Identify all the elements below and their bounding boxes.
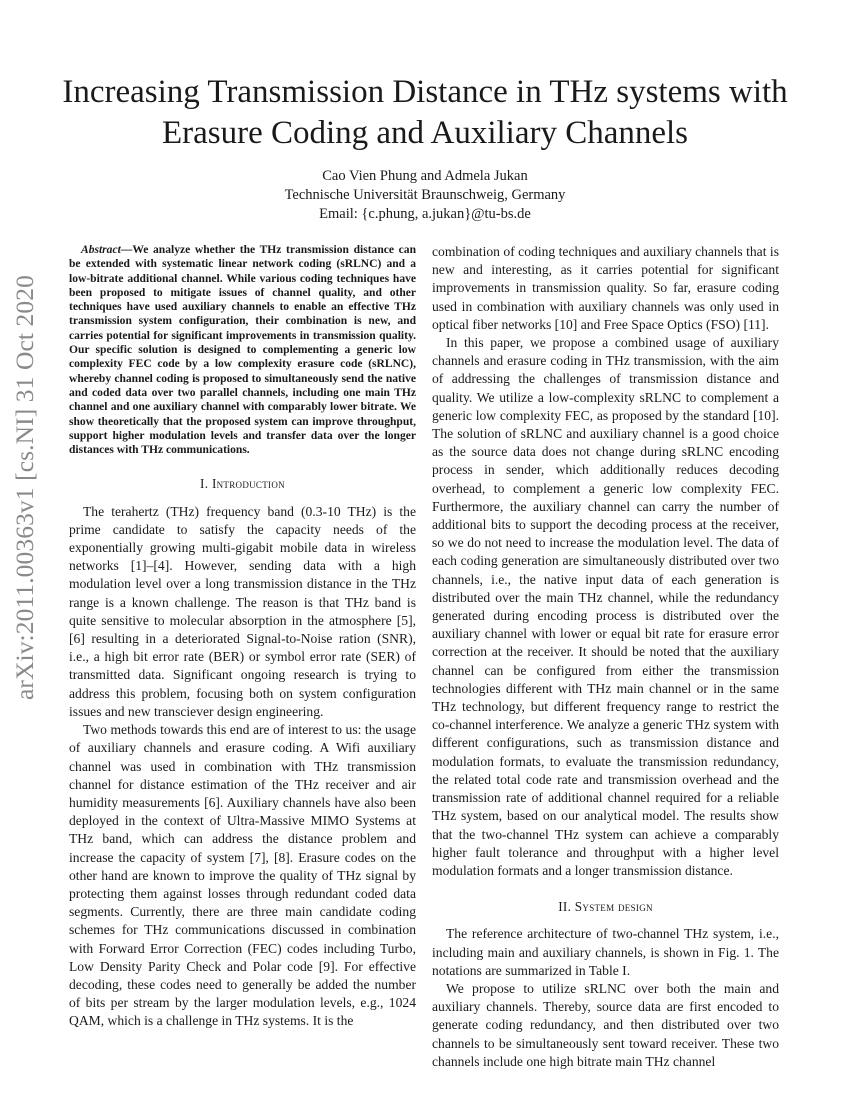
- paragraph: We propose to utilize sRLNC over both the main and auxiliary channels. Thereby, source data are first encoded to generate coding redundancy, and then distributed over two channels to be simultaneously sent toward receiver. These two channels include one high bitrate main THz channel: [432, 980, 779, 1069]
- section-title: System design: [574, 899, 653, 915]
- section-heading-introduction: [69, 475, 416, 493]
- abstract: [69, 243, 416, 457]
- paper-title: Increasing Transmission Distance in THz systems with Erasure Coding and Auxiliary Channels: [62, 74, 788, 151]
- right-column: [432, 243, 779, 1071]
- paragraph: In this paper, we propose a combined usage of auxiliary channels and erasure coding in THz transmission, with the aim of addressing the challenges of transmission distance and quality. We utilize a low-complexity sRLNC to complement a generic low complexity FEC, as proposed by the standard [10]. The solution of sRLNC and auxiliary channel is a good choice as the source data does not change during sRLNC encoding process in sender, which additionally reduces decoding overhead, to complement a generic low complexity FEC. Furthermore, the auxiliary channel can carry the number of additional bits to support the decoding process at the receiver, so we do not need to increase the modulation level. The data of each coding generation are simultaneously distributed over two channels, i.e., the native input data of each generation is distributed over the main THz channel, while the redundancy generated during encoding process is distributed over the auxiliary channel with lower or equal bit rate for erasure error correction at the receiver. It should be noted that the auxiliary channel can be configured from either the transmission technologies different with THz main channel or in the same THz technology, but different frequency range to restrict the co-channel interference. We analyze a generic THz system with different configurations, such as transmission distance and modulation formats, to evaluate the transmission redundancy, the related total code rate and transmission overhead and the transmission rate of additional channel required for a reliable THz system, based on our analytical model. The results show that the two-channel THz system can achieve a comparably higher fault tolerance and throughput with a higher level modulation formats and a longer transmission distance.: [432, 335, 779, 878]
- section-heading-system-design: [432, 898, 779, 916]
- email: Email: {c.phung, a.jukan}@tu-bs.de: [319, 206, 531, 222]
- abstract-label: Abstract: [81, 244, 121, 256]
- arxiv-identifier: arXiv:2011.00363v1 [cs.NI] 31 Oct 2020: [10, 275, 39, 700]
- author-block: [60, 167, 790, 224]
- section-numeral: I.: [200, 476, 212, 492]
- section-numeral: II.: [558, 899, 575, 915]
- section-title: Introduction: [211, 476, 285, 492]
- paragraph-continuation: combination of coding techniques and auxiliary channels that is new and interesting, as it carries potential for significant improvements in transmission quality. So far, erasure coding used in combination with auxiliary channels was only used in optical fiber networks [10] and Free Space Optics (FSO) [11].: [432, 244, 779, 332]
- paragraph: Two methods towards this end are of interest to us: the usage of auxiliary channels and erasure coding. A Wifi auxiliary channel was used in combination with THz transmission channel for distance estimation of the THz receiver and air humidity measurements [6]. Auxiliary channels have also been deployed in the context of Ultra-Massive MIMO Systems at THz band, which can address the distance problem and increase the capacity of system [7], [8]. Erasure codes on the other hand are known to improve the quality of THz signal by protecting them against losses through redundant coded data segments. Currently, there are three main candidate coding schemes for THz communications discussed in combination with Forward Error Correction (FEC) codes including Turbo, Low Density Parity Check and Polar code [9]. For effective decoding, these codes need to generally be added the number of bits per stream by the larger modulation levels, e.g., 1024 QAM, which is a challenge in THz systems. It is the: [69, 722, 416, 1029]
- author-names: Cao Vien Phung and Admela Jukan: [322, 168, 528, 184]
- abstract-text: —We analyze whether the THz transmission distance can be extended with systematic linear network coding (sRLNC) and a low-bitrate additional channel. While various coding techniques have been proposed to mitigate issues of channel quality, and other techniques have used auxiliary channels to enable an effective THz transmission system configuration, their combination is new, and carries potential for significant improvements in transmission quality. Our specific solution is designed to complementing a generic low complexity FEC code by a low complexity erasure code (sRLNC), whereby channel coding is proposed to simultaneously send the native and coded data over two parallel channels, including one main THz channel and one auxiliary channel with comparably lower bitrate. We show theoretically that the proposed system can improve throughput, support higher modulation levels and transfer data over the longer distances with THz communications.: [69, 244, 416, 457]
- affiliation: Technische Universität Braunschweig, Germany: [284, 187, 566, 203]
- paragraph: The terahertz (THz) frequency band (0.3-10 THz) is the prime candidate to satisfy the capacity needs of the exponentially growing multi-gigabit mobile data in wireless networks [1]–[4]. However, sending data with a high modulation level over a long transmission distance in the THz range is a known challenge. The reason is that THz band is quite sensitive to molecular absorption in the atmosphere [5], [6] resulting in a deteriorated Signal-to-Noise ration (SNR), i.e., a high bit error rate (BER) or symbol error rate (SER) of transmitted data. Significant ongoing research is trying to address this problem, focusing both on system configuration issues and new transciever design engineering.: [69, 503, 416, 719]
- left-column: [69, 243, 416, 1031]
- paragraph: The reference architecture of two-channel THz system, i.e., including main and auxiliary channels, is shown in Fig. 1. The notations are summarized in Table I.: [432, 926, 779, 978]
